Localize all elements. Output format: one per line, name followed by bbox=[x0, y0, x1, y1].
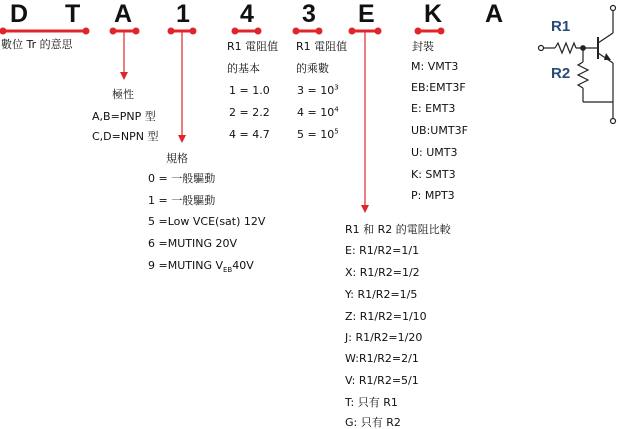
r1-mult-line-3: $3 = 10^3$ bbox=[297, 83, 339, 97]
ratio-line-y: Y: R1/R2=1/5 bbox=[345, 288, 418, 301]
r1-mult-line-4: $4 = 10^4$ bbox=[297, 105, 339, 119]
r1-base-title-1: R1 電阻值 bbox=[227, 40, 279, 53]
ratio-line-x: X: R1/R2=1/2 bbox=[345, 266, 420, 279]
r1-base-title-2: 的基本 bbox=[227, 62, 260, 75]
package-line-eb: EB:EMT3F bbox=[411, 81, 466, 94]
package-line-m: M: VMT3 bbox=[411, 60, 459, 73]
code-letter-t: T bbox=[65, 0, 81, 28]
ratio-line-w: W:R1/R2=2/1 bbox=[345, 352, 419, 365]
code-letter-d: D bbox=[10, 0, 29, 28]
spec-line-0: 0 = 一般驅動 bbox=[148, 172, 216, 185]
spec-line-5: 5 =Low VCE(sat) 12V bbox=[148, 215, 266, 228]
polarity-title: 極性 bbox=[112, 88, 134, 101]
package-line-ub: UB:UMT3F bbox=[411, 124, 468, 137]
ratio-line-g: G: 只有 R2 bbox=[345, 416, 401, 429]
r1-label: R1 bbox=[551, 18, 571, 35]
r1-mult-title-1: R1 電阻值 bbox=[296, 40, 348, 53]
r2-resistor bbox=[578, 62, 588, 88]
r1-resistor bbox=[555, 43, 576, 53]
collector-terminal bbox=[611, 6, 616, 11]
package-line-u: U: UMT3 bbox=[411, 146, 458, 159]
ratio-line-v: V: R1/R2=5/1 bbox=[345, 374, 419, 387]
r1-base-line-1: 1 = 1.0 bbox=[229, 84, 270, 97]
code-letter-a-polarity: A bbox=[114, 0, 133, 28]
ratio-title: R1 和 R2 的電阻比較 bbox=[345, 223, 451, 236]
code-letter-4: 4 bbox=[240, 0, 254, 28]
spec-line-9: 9 =MUTING $V_{EB}40V$ bbox=[148, 259, 254, 275]
code-letter-a-suffix: A bbox=[485, 0, 504, 28]
spec-title: 規格 bbox=[166, 152, 188, 165]
r1-base-line-2: 2 = 2.2 bbox=[229, 106, 270, 119]
ratio-line-t: T: 只有 R1 bbox=[345, 396, 398, 409]
digital-tr-label: 數位 Tr 的意思 bbox=[1, 38, 73, 51]
r1-base-line-4: 4 = 4.7 bbox=[229, 128, 270, 141]
r2-label: R2 bbox=[551, 65, 571, 82]
ratio-line-e: E: R1/R2=1/1 bbox=[345, 244, 420, 257]
r1-mult-title-2: 的乘數 bbox=[296, 62, 329, 75]
r1-mult-line-5: $5 = 10^5$ bbox=[297, 127, 339, 141]
package-title: 封裝 bbox=[412, 40, 434, 53]
code-letter-e: E bbox=[358, 0, 375, 28]
code-letter-3: 3 bbox=[302, 0, 316, 28]
input-terminal bbox=[539, 46, 544, 51]
package-line-e: E: EMT3 bbox=[411, 102, 456, 115]
polarity-line-ab: A,B=PNP 型 bbox=[92, 110, 156, 123]
code-letter-k: K bbox=[424, 0, 443, 28]
ratio-line-j: J: R1/R2=1/20 bbox=[345, 331, 423, 344]
emitter-terminal bbox=[611, 119, 616, 124]
package-line-p: P: MPT3 bbox=[411, 189, 455, 202]
emitter-arrow bbox=[604, 53, 611, 60]
polarity-line-cd: C,D=NPN 型 bbox=[92, 130, 159, 143]
ratio-line-z: Z: R1/R2=1/10 bbox=[345, 310, 427, 323]
package-line-k: K: SMT3 bbox=[411, 168, 456, 181]
spec-line-6: 6 =MUTING 20V bbox=[148, 237, 237, 250]
code-letter-1: 1 bbox=[176, 0, 190, 28]
spec-line-1: 1 = 一般驅動 bbox=[148, 194, 216, 207]
